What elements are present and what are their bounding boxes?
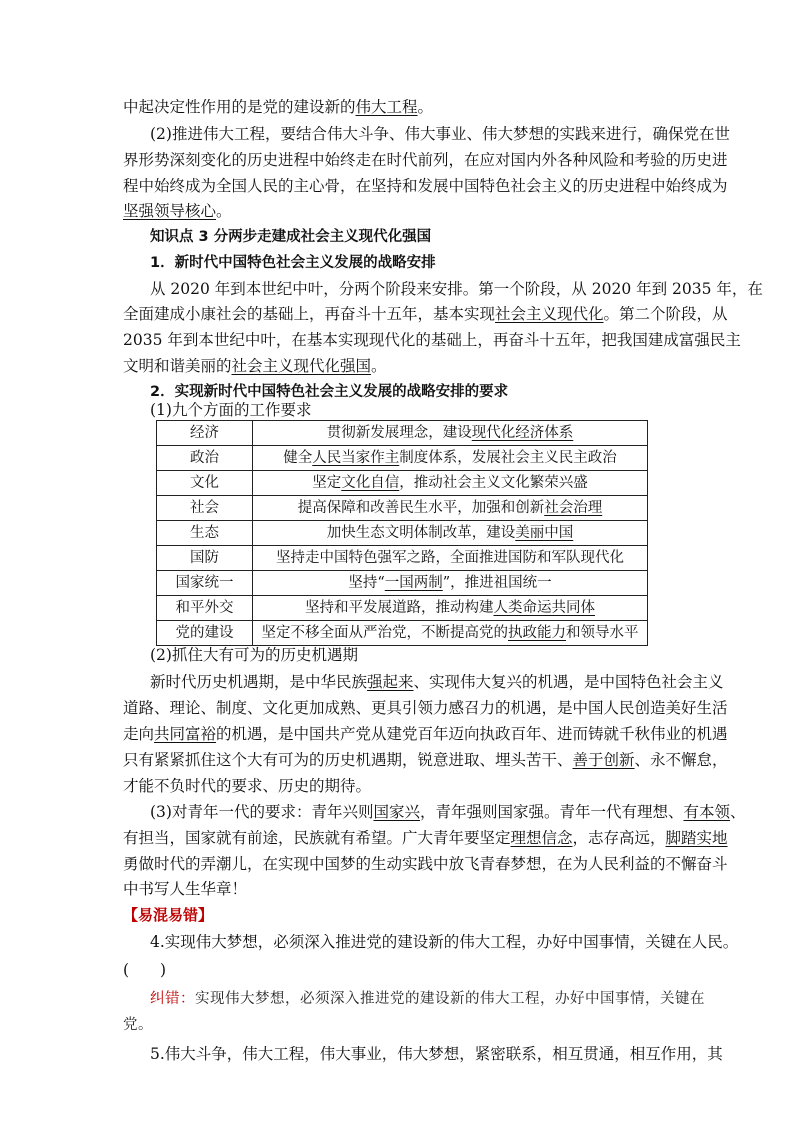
table-cell-aspect: 文化 [157,471,253,496]
table-row [157,421,648,446]
paragraph-line: 从 2020 年到本世纪中叶，分两个阶段来安排。第一个阶段，从 2020 年到 2035 年，在 [150,280,763,298]
knowledge-point-heading: 知识点 3 分两步走建成社会主义现代化强国 [150,229,432,245]
paragraph-line: 程中始终成为全国人民的主心骨，在坚持和发展中国特色社会主义的历史进程中始终成为 [123,177,728,195]
table-row [157,571,648,596]
table-cell-aspect: 和平外交 [157,596,253,621]
table-row [157,546,648,571]
paragraph-line: 走向共同富裕的机遇，是中国共产党从建党百年迈向执政百年、进而铸就千秋伟业的机遇 [123,725,728,743]
paragraph-line: 界形势深刻变化的历史进程中始终走在时代前列，在应对国内外各种风险和考验的历史进 [123,151,728,169]
paragraph-line: (2)推进伟大工程，要结合伟大斗争、伟大事业、伟大梦想的实践来进行，确保党在世 [150,125,730,143]
table-row [157,471,648,496]
paragraph-line: (3)对青年一代的要求：青年兴则国家兴，青年强则国家强。青年一代有理想、有本领、 [150,803,746,821]
subheading: (2)抓住大有可为的历史机遇期 [150,646,358,664]
question-line: 4.实现伟大梦想，必须深入推进党的建设新的伟大工程，办好中国事情，关键在人民。 [150,933,739,951]
paragraph-line: 有担当，国家就有前途，民族就有希望。广大青年要坚定理想信念，志存高远，脚踏实地 [123,829,728,847]
table-cell-aspect: 经济 [157,421,253,446]
paragraph-line: 只有紧紧抓住这个大有可为的历史机遇期，锐意进取、埋头苦干、善于创新、永不懈怠， [123,751,728,769]
table-cell-aspect: 国防 [157,546,253,571]
paragraph-line: 中起决定性作用的是党的建设新的伟大工程。 [123,98,434,116]
section-heading: 2．实现新时代中国特色社会主义发展的战略安排的要求 [150,384,509,400]
paragraph-line: 文明和谐美丽的社会主义现代化强国。 [123,357,387,375]
requirements-table [156,420,648,646]
table-cell-aspect: 政治 [157,446,253,471]
table-cell-requirement: 贯彻新发展理念，建设现代化经济体系 [253,421,648,446]
table-row [157,446,648,471]
table-row [157,521,648,546]
table-cell-requirement: 坚持走中国特色强军之路，全面推进国防和军队现代化 [253,546,648,571]
section-heading: 1．新时代中国特色社会主义发展的战略安排 [150,255,436,271]
table-cell-requirement: 坚定文化自信，推动社会主义文化繁荣兴盛 [253,471,648,496]
table-cell-requirement: 健全人民当家作主制度体系，发展社会主义民主政治 [253,446,648,471]
paragraph-line: 新时代历史机遇期，是中华民族强起来、实现伟大复兴的机遇，是中国特色社会主义 [150,673,724,691]
section-label: 【易混易错】 [123,906,214,924]
paragraph-line: 道路、理论、制度、文化更加成熟、更具引领力感召力的机遇，是中国人民创造美好生活 [123,699,728,717]
paragraph-line: 2035 年到本世纪中叶，在基本实现现代化的基础上，再奋斗十五年，把我国建成富强民主 [123,331,741,349]
answer-paren: ( ) [123,961,167,979]
table-cell-requirement: 坚定不移全面从严治党，不断提高党的执政能力和领导水平 [253,621,648,646]
table-cell-aspect: 国家统一 [157,571,253,596]
table-row [157,496,648,521]
correction-line: 党。 [123,1017,153,1033]
paragraph-line: 勇做时代的弄潮儿，在实现中国梦的生动实践中放飞青春梦想，在为人民利益的不懈奋斗 [123,855,728,873]
table-cell-aspect: 党的建设 [157,621,253,646]
table-cell-requirement: 坚持“一国两制”，推进祖国统一 [253,571,648,596]
table-row [157,596,648,621]
subheading: (1)九个方面的工作要求 [150,401,312,419]
table-cell-requirement: 坚持和平发展道路，推动构建人类命运共同体 [253,596,648,621]
table-cell-requirement: 加快生态文明体制改革，建设美丽中国 [253,521,648,546]
paragraph-line: 坚强领导核心。 [123,202,232,220]
paragraph-line: 全面建成小康社会的基础上，再奋斗十五年，基本实现社会主义现代化。第二个阶段，从 [123,305,728,323]
table-cell-requirement: 提高保障和改善民生水平，加强和创新社会治理 [253,496,648,521]
table-cell-aspect: 社会 [157,496,253,521]
table-cell-aspect: 生态 [157,521,253,546]
correction-line: 纠错：实现伟大梦想，必须深入推进党的建设新的伟大工程，办好中国事情，关键在 [150,991,705,1007]
paragraph-line: 中书写人生华章！ [123,880,248,898]
question-line: 5.伟大斗争，伟大工程，伟大事业，伟大梦想，紧密联系，相互贯通，相互作用，其 [150,1045,723,1063]
table-row [157,621,648,646]
paragraph-line: 才能不负时代的要求、历史的期待。 [123,777,372,795]
